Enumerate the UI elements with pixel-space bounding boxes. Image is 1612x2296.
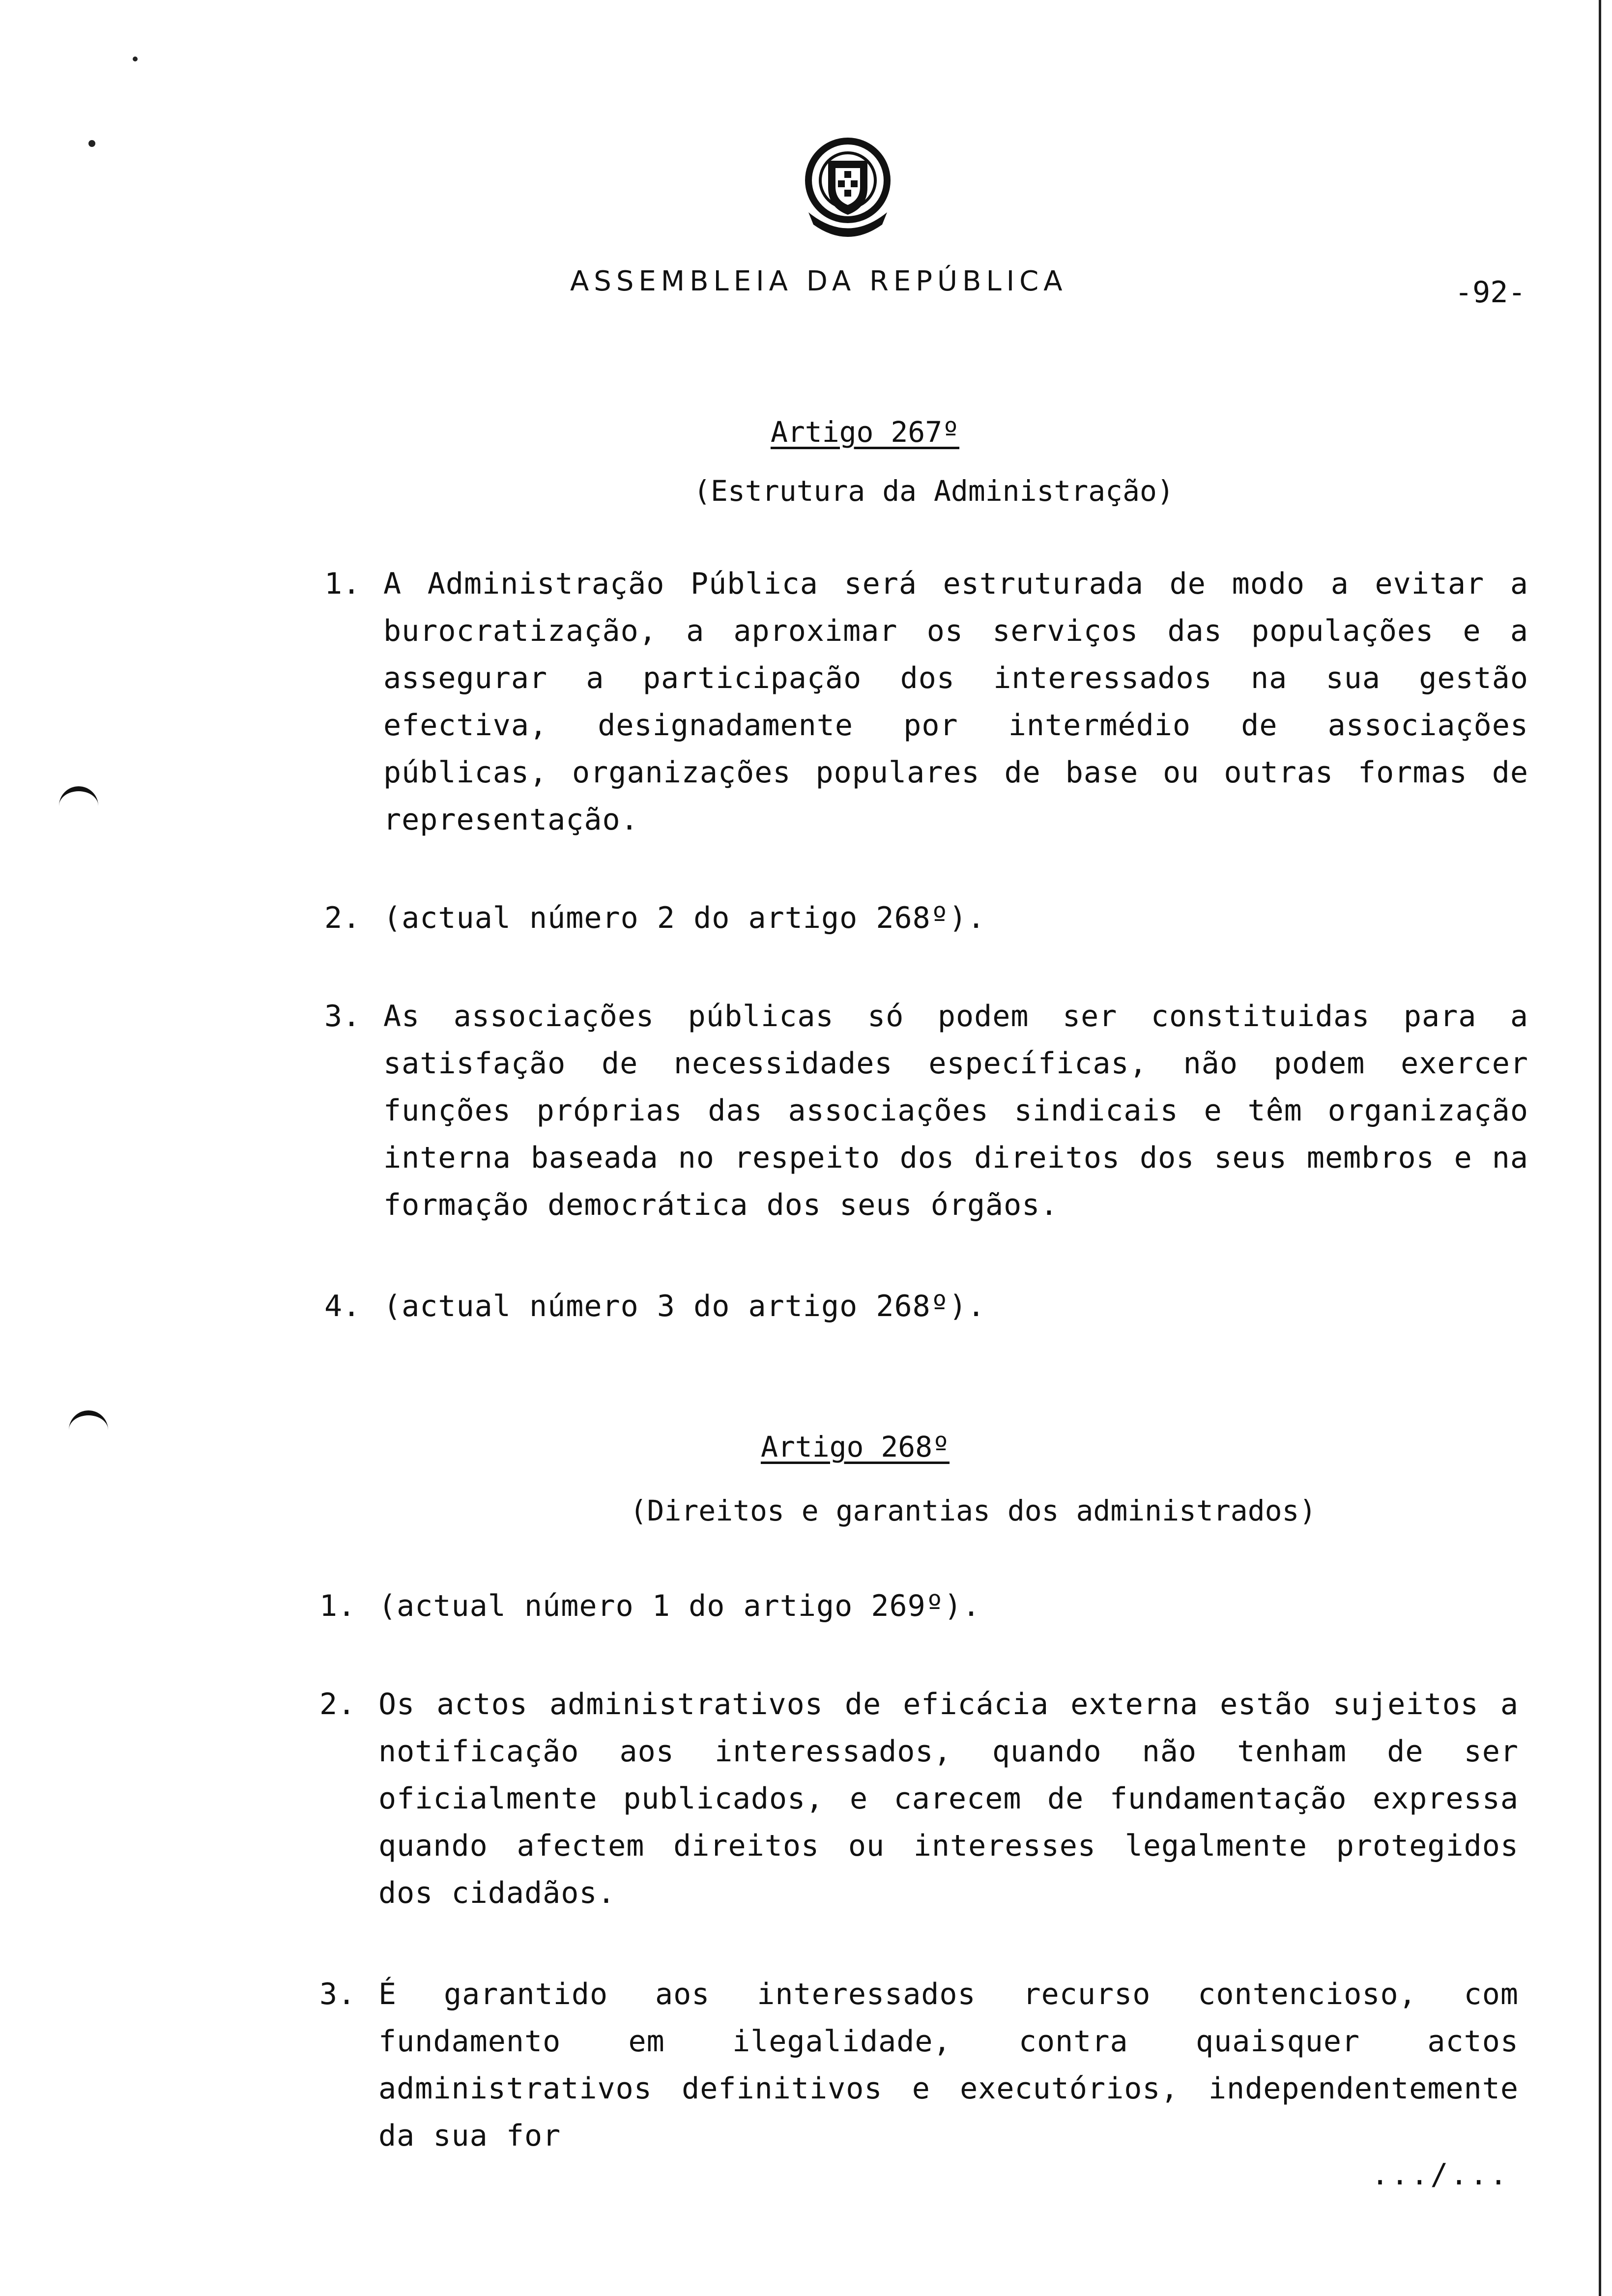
item-number: 1. [319, 1589, 356, 1623]
item-text: A Administração Pública será estruturada de modo a evitar a burocratização, a aproximar os serviços das populações e a assegurar a participação dos interessados na sua gestão efectiva, designadamente por intermédio de associações públicas, organizações populares de base ou outras formas de representação. [383, 567, 1528, 837]
item-number: 3. [319, 1977, 356, 2011]
coat-of-arms-icon [794, 134, 902, 247]
page-number: -92- [1455, 275, 1526, 310]
article-267-subtitle: (Estrutura da Administração) [693, 474, 1174, 508]
scan-speck [133, 57, 138, 61]
item-text: (actual número 2 do artigo 268º). [383, 901, 986, 935]
item-number: 1. [324, 567, 361, 601]
punch-hole-mark [69, 1410, 108, 1435]
punch-hole-mark [59, 786, 98, 811]
item-number: 2. [324, 901, 361, 935]
page-edge [1599, 0, 1601, 2296]
institution-name: ASSEMBLEIA DA REPÚBLICA [570, 265, 1067, 297]
item-number: 2. [319, 1687, 356, 1722]
continuation-marker: .../... [1371, 2157, 1509, 2192]
article-268-title: Artigo 268º [760, 1430, 950, 1464]
item-number: 4. [324, 1289, 361, 1323]
article-268-subtitle: (Direitos e garantias dos administrados) [630, 1494, 1317, 1527]
item-text: As associações públicas só podem ser constituidas para a satisfação de necessidades específicas, não podem exercer funções próprias das associações sindicais e têm organização interna baseada no respeito dos direitos dos seus membros e na formação democrática dos seus órgãos. [383, 999, 1528, 1222]
item-text: (actual número 3 do artigo 268º). [383, 1289, 986, 1323]
article-267-title: Artigo 267º [770, 415, 960, 449]
item-text: Os actos administrativos de eficácia externa estão sujeitos a notificação aos interessados, quando não tenham de ser oficialmente publicados, e carecem de fundamentação expressa quando afectem direitos ou interesses legalmente protegidos dos cidadãos. [378, 1687, 1519, 1910]
item-text: É garantido aos interessados recurso contencioso, com fundamento em ilegalidade, contra quaisquer actos administrativos definitivos e executórios, independentemente da sua for [378, 1977, 1519, 2153]
scan-speck [88, 140, 95, 147]
item-number: 3. [324, 999, 361, 1033]
item-text: (actual número 1 do artigo 269º). [378, 1589, 981, 1623]
